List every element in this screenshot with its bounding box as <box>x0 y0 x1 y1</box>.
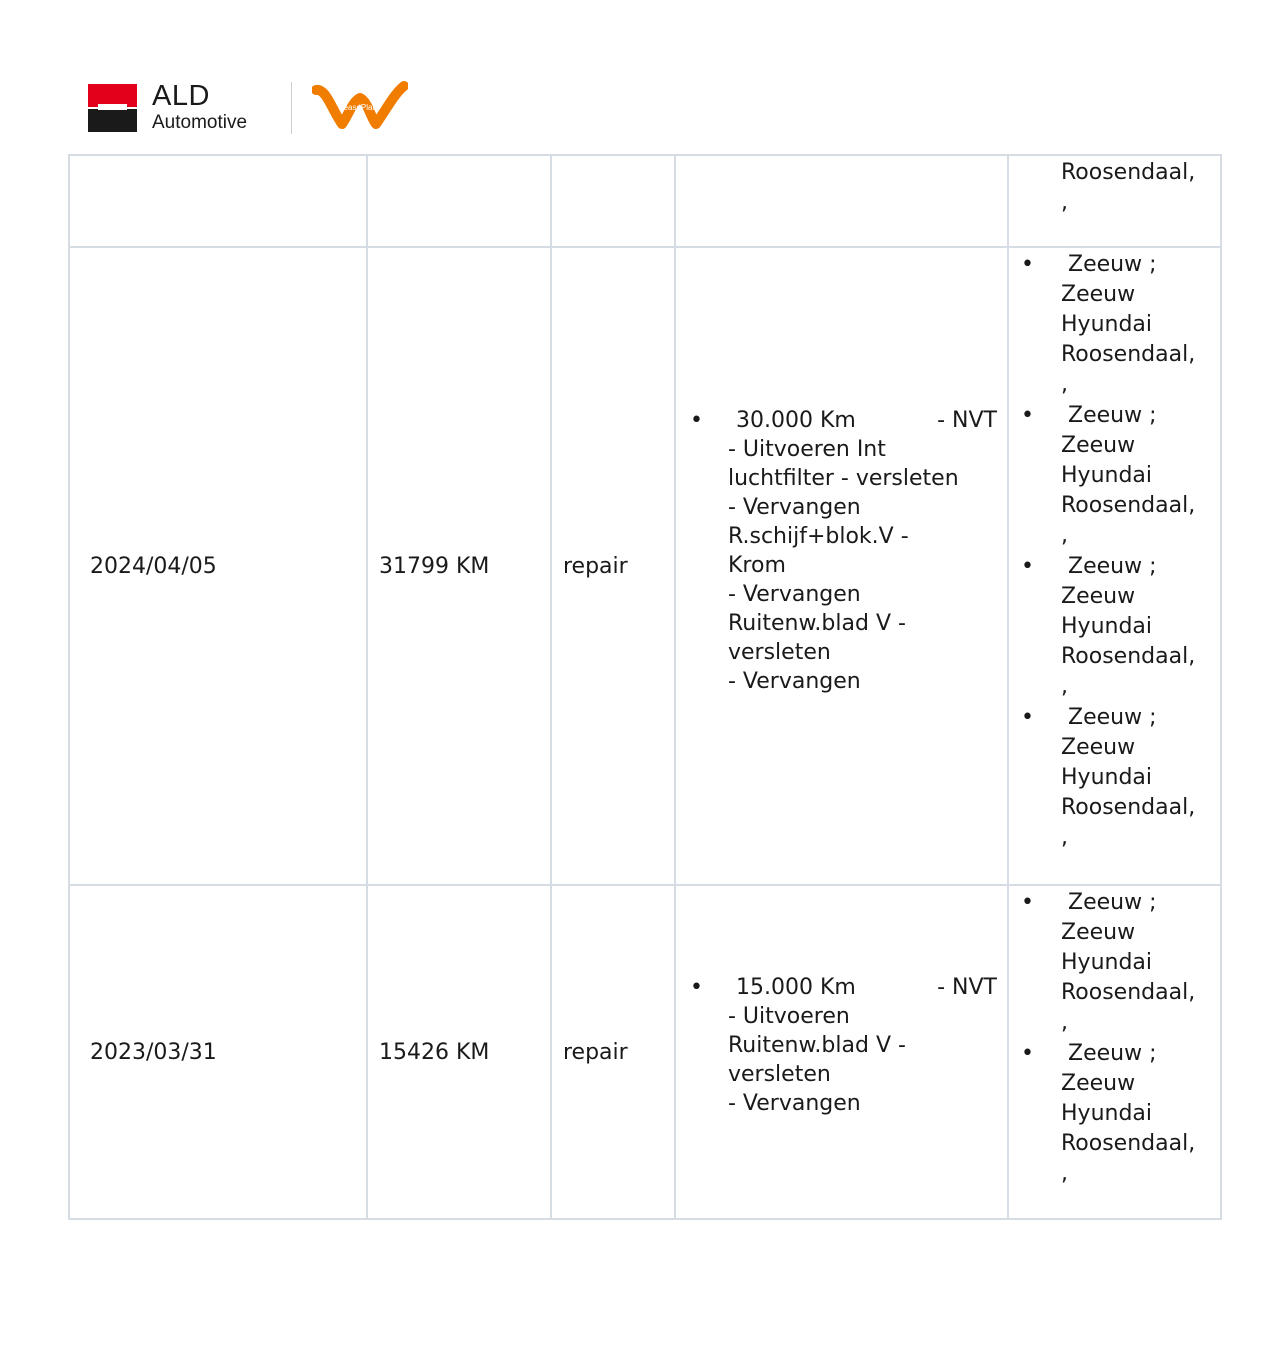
dealer-item: • Zeeuw ; Zeeuw Hyundai Roosendaal, , <box>1021 890 1196 1035</box>
table-row <box>69 885 1221 1219</box>
date-cell: 2023/03/31 <box>69 885 367 1219</box>
dealer-cell <box>1008 247 1221 885</box>
service-status: - NVT <box>937 974 997 1000</box>
description-line: - Uitvoeren <box>728 1003 850 1029</box>
mileage-cell: 15426 KM <box>367 885 551 1219</box>
description-line: - Vervangen <box>728 669 861 694</box>
service-status: - NVT <box>937 408 997 433</box>
dealer-item: • Zeeuw ; Zeeuw Hyundai Roosendaal, , <box>1021 705 1196 850</box>
table-row-continued <box>69 155 1221 247</box>
type-cell <box>551 155 675 247</box>
description-line: - Vervangen <box>728 582 861 607</box>
ald-name: ALD <box>152 80 210 112</box>
mileage-cell: 31799 KM <box>367 247 551 885</box>
description-line: Ruitenw.blad V - <box>728 611 906 636</box>
date-cell <box>69 155 367 247</box>
description-line: R.schijf+blok.V - <box>728 524 909 549</box>
description-line: luchtfilter - versleten <box>728 466 959 491</box>
type-cell: repair <box>551 885 675 1219</box>
logo-divider <box>291 82 292 134</box>
dealer-item: • Zeeuw ; Zeeuw Hyundai Roosendaal, , <box>1021 403 1196 548</box>
description-line: versleten <box>728 640 831 665</box>
description-cell <box>675 155 1008 247</box>
header <box>88 80 418 136</box>
date-cell: 2024/04/05 <box>69 247 367 885</box>
ald-sub: Automotive <box>152 112 248 133</box>
bullet-icon: • <box>1021 252 1034 277</box>
bullet-icon: • <box>1021 890 1034 915</box>
leaseplan-logo-text: LeasePlan <box>339 103 377 112</box>
bullet-icon: • <box>1021 403 1034 428</box>
dealer-city: Roosendaal, <box>1061 160 1196 185</box>
dealer-item: • Zeeuw ; Zeeuw Hyundai Roosendaal, , <box>1021 1041 1196 1186</box>
bullet-icon: • <box>1021 554 1034 579</box>
ald-logo-text <box>152 82 247 132</box>
description-line: - Vervangen <box>728 495 861 520</box>
ald-logo-mark <box>88 84 137 132</box>
table-row <box>69 247 1221 885</box>
mileage-cell <box>367 155 551 247</box>
maintenance-history-table <box>68 154 1222 1220</box>
service-interval: 15.000 Km <box>736 974 856 1000</box>
bullet-icon: • <box>1021 1041 1034 1066</box>
description-line: versleten <box>728 1061 831 1087</box>
dealer-item: • Zeeuw ; Zeeuw Hyundai Roosendaal, , <box>1021 252 1196 397</box>
dealer-tail: , <box>1061 190 1068 215</box>
description-line: - Vervangen <box>728 1090 861 1116</box>
dealer-cell <box>1008 155 1221 247</box>
description-line: Krom <box>728 553 786 578</box>
bullet-icon: • <box>690 974 703 1000</box>
service-interval: 30.000 Km <box>736 408 856 433</box>
description-cell <box>675 247 1008 885</box>
bullet-icon: • <box>1021 705 1034 730</box>
type-cell: repair <box>551 247 675 885</box>
bullet-icon: • <box>690 408 703 433</box>
dealer-item: • Zeeuw ; Zeeuw Hyundai Roosendaal, , <box>1021 554 1196 699</box>
leaseplan-logo <box>312 80 408 136</box>
description-line: - Uitvoeren Int <box>728 437 886 462</box>
description-line: Ruitenw.blad V - <box>728 1032 906 1058</box>
description-cell <box>675 885 1008 1219</box>
dealer-cell <box>1008 885 1221 1219</box>
